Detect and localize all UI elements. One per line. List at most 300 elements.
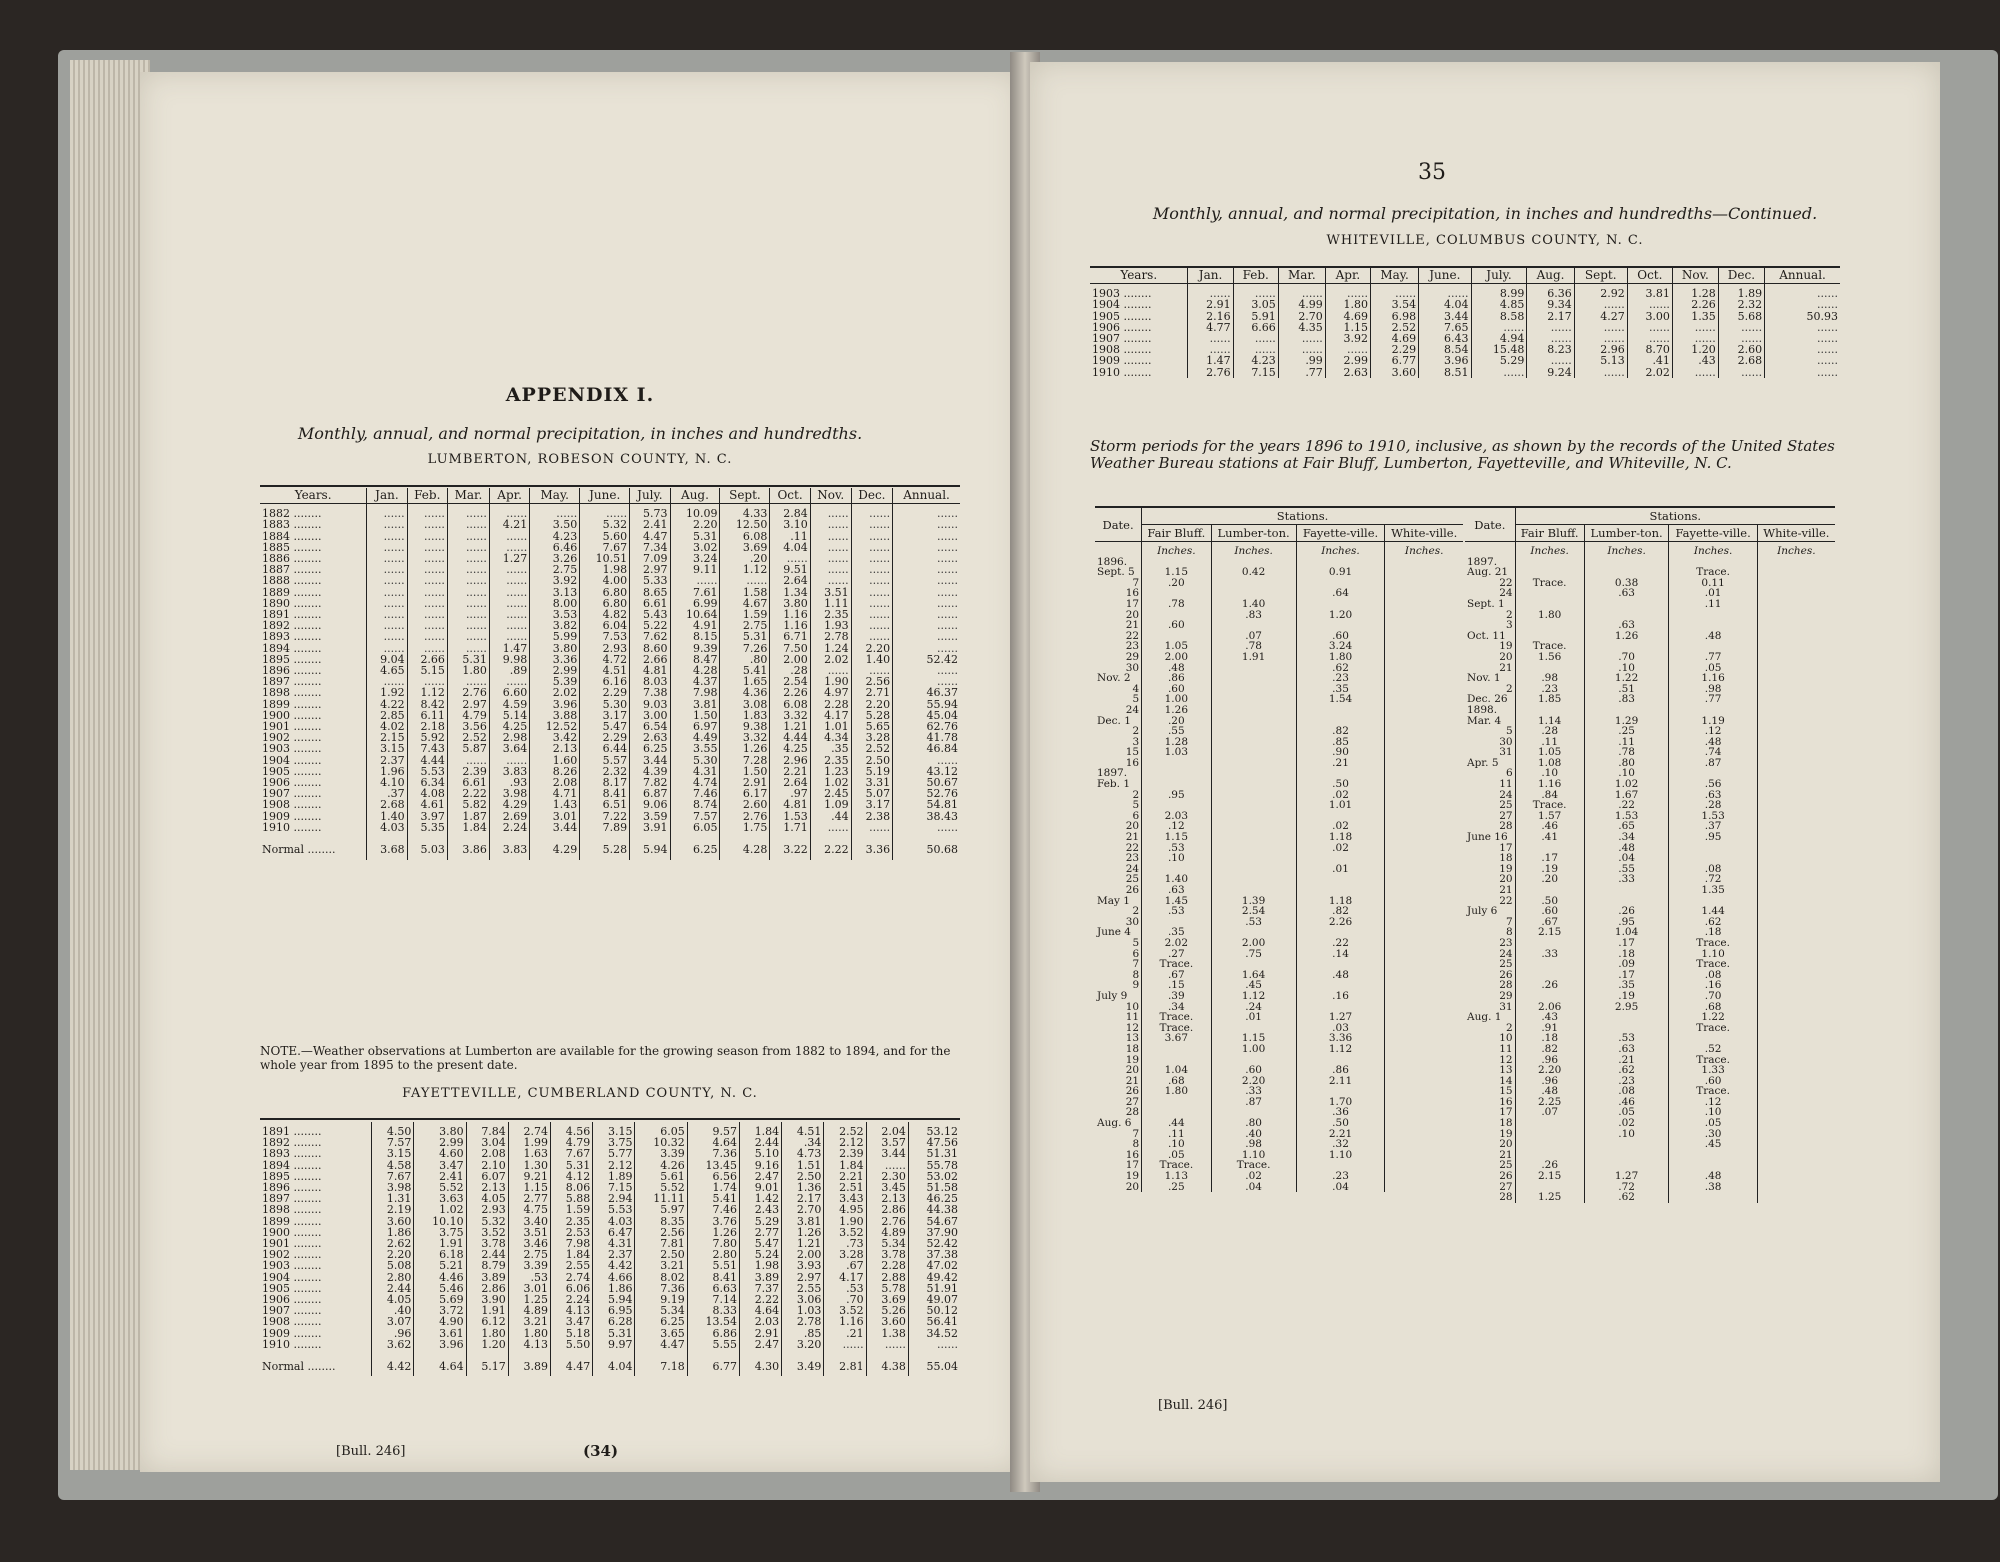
lumberton-value-cell: ......: [367, 643, 407, 654]
storm-left-value-cell: 1.27: [1296, 1012, 1385, 1023]
storm-right-value-cell: .46: [1584, 1097, 1669, 1108]
storm-left-date-cell: 25: [1125, 873, 1140, 886]
lumberton-header-cell: Nov.: [810, 488, 851, 504]
fayetteville-value-cell: 2.24: [551, 1294, 593, 1305]
fayetteville-value-cell: 4.31: [593, 1238, 635, 1249]
storm-right-date-cell: 21: [1499, 1148, 1513, 1161]
lumberton-value-cell: 1.12: [407, 687, 447, 698]
lumberton-value-cell: 3.44: [630, 755, 670, 766]
fayetteville-value-cell: 6.63: [687, 1283, 739, 1294]
storm-left-row: [1095, 599, 1463, 610]
lumberton-value-cell: ......: [447, 643, 489, 654]
lumberton-value-cell: 3.36: [530, 654, 580, 665]
storm-left-value-cell: .02: [1296, 821, 1385, 832]
storm-right-value-cell: .63: [1584, 588, 1669, 599]
storm-left-value-cell: .63: [1142, 885, 1211, 896]
storm-table-right: [1465, 508, 1835, 1203]
lumberton-value-cell: ......: [851, 542, 892, 553]
fayetteville-value-cell: 47.56: [908, 1137, 960, 1148]
storm-left-value-cell: 1.15: [1142, 567, 1211, 578]
storm-left-value-cell: [1211, 737, 1296, 748]
storm-right-value-cell: [1757, 588, 1835, 599]
lumberton-normal-cell: 5.94: [630, 844, 670, 859]
storm-left-row: [1095, 1033, 1463, 1044]
storm-right-value-cell: .38: [1669, 1182, 1757, 1193]
storm-right-value-cell: .72: [1669, 874, 1757, 885]
storm-right-value-cell: .63: [1584, 1044, 1669, 1055]
fayetteville-value-cell: 5.32: [466, 1216, 508, 1227]
fayetteville-value-cell: 2.43: [739, 1204, 781, 1215]
storm-left-date-cell: 3: [1132, 735, 1140, 748]
lumberton-year-cell: 1884 ........: [262, 529, 322, 543]
lumberton-value-cell: 3.02: [670, 542, 720, 553]
lumberton-value-cell: ......: [580, 504, 630, 520]
storm-right-value-cell: [1757, 599, 1835, 610]
fayetteville-value-cell: .85: [782, 1328, 824, 1339]
lumberton-value-cell: ......: [810, 564, 851, 575]
lumberton-value-cell: 1.43: [530, 799, 580, 810]
lumberton-value-cell: ......: [810, 504, 851, 520]
storm-left-value-cell: .90: [1296, 747, 1385, 758]
storm-right-row: [1465, 1055, 1835, 1066]
appendix-title: APPENDIX I.: [505, 384, 655, 406]
storm-right-value-cell: .05: [1669, 663, 1757, 674]
storm-left-value-cell: 1.26: [1142, 705, 1211, 716]
lumberton-value-cell: 6.08: [720, 531, 770, 542]
lumberton-value-cell: ......: [810, 822, 851, 833]
lumberton-value-cell: ......: [407, 631, 447, 642]
storm-right-row: [1465, 938, 1835, 949]
lumberton-value-cell: 5.22: [630, 620, 670, 631]
storm-left-row: [1095, 917, 1463, 928]
whiteville-year-cell: 1910 ........: [1092, 365, 1152, 379]
left-page-number: (34): [583, 1442, 619, 1460]
storm-left-row: [1095, 1097, 1463, 1108]
lumberton-normal-cell: Normal ........: [262, 843, 336, 857]
storm-right-row: [1465, 906, 1835, 917]
lumberton-value-cell: ......: [893, 822, 960, 833]
lumberton-value-cell: 1.16: [770, 609, 810, 620]
storm-left-station-header: Fair Bluff.: [1142, 525, 1211, 542]
fayetteville-value-cell: 2.55: [782, 1283, 824, 1294]
lumberton-value-cell: ......: [447, 504, 489, 520]
whiteville-value-cell: 1.47: [1188, 355, 1233, 366]
fayetteville-normal-cell: 4.04: [593, 1361, 635, 1376]
storm-right-value-cell: 2.95: [1584, 1002, 1669, 1013]
left-caption: Monthly, annual, and normal precipitation, in inches and hundredths.: [297, 424, 863, 443]
lumberton-value-cell: 2.64: [770, 777, 810, 788]
storm-left-value-cell: 1.28: [1142, 737, 1211, 748]
storm-right-date-cell: 16: [1499, 1095, 1513, 1108]
storm-right-value-cell: .50: [1515, 896, 1584, 907]
lumberton-value-cell: ......: [893, 587, 960, 598]
whiteville-value-cell: 3.92: [1325, 333, 1370, 344]
whiteville-value-cell: 3.44: [1419, 311, 1471, 322]
lumberton-header-cell: Years.: [260, 488, 367, 504]
storm-right-value-cell: .23: [1584, 1076, 1669, 1087]
lumberton-header-cell: June.: [580, 488, 630, 504]
lumberton-value-cell: 10.64: [670, 609, 720, 620]
lumberton-value-cell: 54.81: [893, 799, 960, 810]
storm-right-station-header: Lumber-ton.: [1584, 525, 1669, 542]
lumberton-value-cell: 2.13: [530, 743, 580, 754]
fayetteville-value-cell: 2.91: [739, 1328, 781, 1339]
storm-left-value-cell: 1.18: [1296, 832, 1385, 843]
lumberton-value-cell: 3.13: [530, 587, 580, 598]
fayetteville-value-cell: 3.40: [508, 1216, 550, 1227]
storm-left-date-cell: 6: [1132, 809, 1140, 822]
storm-left-value-cell: [1385, 906, 1463, 917]
storm-right-row: [1465, 1033, 1835, 1044]
lumberton-year-cell: 1883 ........: [262, 518, 322, 532]
storm-right-value-cell: .17: [1584, 938, 1669, 949]
storm-left-value-cell: .23: [1296, 673, 1385, 684]
storm-right-row: [1465, 737, 1835, 748]
fayetteville-value-cell: 1.84: [551, 1249, 593, 1260]
storm-left-date-cell: 26: [1125, 1085, 1140, 1098]
lumberton-value-cell: ......: [851, 575, 892, 586]
fayetteville-value-cell: 5.61: [635, 1171, 687, 1182]
lumberton-value-cell: 2.63: [630, 732, 670, 743]
storm-left-date-cell: Feb. 1: [1097, 778, 1131, 791]
lumberton-year-cell: 1893 ........: [262, 630, 322, 644]
storm-left-value-cell: [1296, 885, 1385, 896]
storm-right-value-cell: [1669, 610, 1757, 621]
storm-left-date-cell: 20: [1125, 1180, 1140, 1193]
storm-right-value-cell: [1515, 991, 1584, 1002]
lumberton-value-cell: 2.64: [770, 575, 810, 586]
whiteville-value-cell: ......: [1188, 344, 1233, 355]
storm-left-date-cell: 2: [1132, 788, 1140, 801]
storm-right-value-cell: .48: [1515, 1086, 1584, 1097]
storm-right-value-cell: [1757, 853, 1835, 864]
storm-left-value-cell: [1211, 811, 1296, 822]
lumberton-value-cell: 4.17: [810, 710, 851, 721]
lumberton-value-cell: ......: [447, 575, 489, 586]
fayetteville-value-cell: 1.25: [508, 1294, 550, 1305]
storm-left-value-cell: .10: [1142, 853, 1211, 864]
lumberton-value-cell: ......: [893, 643, 960, 654]
whiteville-value-cell: 2.92: [1574, 284, 1627, 300]
fayetteville-value-cell: 6.86: [687, 1328, 739, 1339]
lumberton-value-cell: 3.91: [630, 822, 670, 833]
lumberton-normal-cell: 4.28: [720, 844, 770, 859]
storm-left-date-cell: 21: [1125, 1074, 1140, 1087]
whiteville-value-cell: ......: [1765, 299, 1840, 310]
fayetteville-value-cell: 8.41: [687, 1272, 739, 1283]
lumberton-value-cell: ......: [851, 822, 892, 833]
storm-right-value-cell: .26: [1584, 906, 1669, 917]
lumberton-value-cell: 4.47: [630, 531, 670, 542]
storm-left-units-row: [1095, 542, 1463, 557]
storm-right-value-cell: .02: [1584, 1118, 1669, 1129]
storm-left-value-cell: .75: [1211, 949, 1296, 960]
fayetteville-normal-cell: 4.30: [739, 1361, 781, 1376]
fayetteville-value-cell: 9.19: [635, 1294, 687, 1305]
storm-left-value-cell: .50: [1296, 779, 1385, 790]
storm-right-value-cell: .63: [1584, 620, 1669, 631]
lumberton-value-cell: ......: [367, 631, 407, 642]
lumberton-value-cell: 7.43: [407, 743, 447, 754]
storm-left-value-cell: .62: [1296, 663, 1385, 674]
storm-left-date-cell: Dec. 1: [1097, 714, 1131, 727]
storm-right-value-cell: [1757, 1118, 1835, 1129]
storm-right-station-row: [1465, 525, 1835, 542]
storm-right-station-header: Fair Bluff.: [1515, 525, 1584, 542]
fayetteville-value-cell: 7.14: [687, 1294, 739, 1305]
lumberton-value-cell: 5.92: [407, 732, 447, 743]
fayetteville-value-cell: 6.95: [593, 1305, 635, 1316]
storm-left-date-cell: 6: [1132, 947, 1140, 960]
lumberton-value-cell: 3.51: [810, 587, 851, 598]
lumberton-value-cell: 4.79: [447, 710, 489, 721]
whiteville-value-cell: ......: [1574, 333, 1627, 344]
whiteville-value-cell: .41: [1627, 355, 1672, 366]
whiteville-header-cell: Sept.: [1574, 268, 1627, 284]
fayetteville-value-cell: 44.38: [908, 1204, 960, 1215]
lumberton-year-cell: 1905 ........: [262, 764, 322, 778]
fayetteville-value-cell: ......: [908, 1339, 960, 1350]
whiteville-year-cell: 1908 ........: [1092, 343, 1152, 357]
fayetteville-value-cell: 7.37: [739, 1283, 781, 1294]
lumberton-value-cell: 3.24: [670, 553, 720, 564]
storm-right-value-cell: [1757, 980, 1835, 991]
fayetteville-value-cell: 4.17: [824, 1272, 866, 1283]
storm-left-value-cell: [1385, 652, 1463, 663]
lumberton-value-cell: 62.76: [893, 721, 960, 732]
lumberton-normal-cell: 6.25: [670, 844, 720, 859]
storm-left-value-cell: 1.10: [1296, 1150, 1385, 1161]
whiteville-value-cell: ......: [1627, 322, 1672, 333]
fayetteville-value-cell: .53: [508, 1272, 550, 1283]
storm-left-value-cell: .25: [1142, 1182, 1211, 1193]
lumberton-value-cell: 3.97: [407, 811, 447, 822]
fayetteville-normal-cell: 2.81: [824, 1361, 866, 1376]
whiteville-value-cell: 7.15: [1233, 367, 1278, 378]
storm-left-station-header: White-ville.: [1385, 525, 1463, 542]
storm-left-row: [1095, 610, 1463, 621]
lumberton-value-cell: 4.25: [770, 743, 810, 754]
storm-left-date-cell: 18: [1125, 1042, 1140, 1055]
storm-right-value-cell: .34: [1584, 832, 1669, 843]
storm-left-value-cell: [1385, 1044, 1463, 1055]
storm-right-row: [1465, 684, 1835, 695]
storm-right-value-cell: .12: [1669, 1097, 1757, 1108]
storm-right-date-cell: Aug. 21: [1467, 566, 1509, 579]
fayetteville-value-cell: 2.30: [866, 1171, 908, 1182]
lumberton-value-cell: 4.37: [670, 676, 720, 687]
storm-left-value-cell: [1385, 1033, 1463, 1044]
storm-right-value-cell: .87: [1669, 758, 1757, 769]
storm-right-value-cell: Trace.: [1669, 567, 1757, 578]
fayetteville-year-cell: 1908 ........: [262, 1315, 322, 1329]
storm-left-row: [1095, 896, 1463, 907]
storm-right-date-cell: Mar. 4: [1467, 714, 1502, 727]
fayetteville-value-cell: 2.10: [466, 1160, 508, 1171]
lumberton-value-cell: 9.98: [489, 654, 529, 665]
lumberton-value-cell: 5.39: [530, 676, 580, 687]
whiteville-value-cell: 2.17: [1527, 311, 1574, 322]
fayetteville-value-cell: 7.84: [466, 1122, 508, 1137]
storm-left-value-cell: 1.54: [1296, 694, 1385, 705]
storm-left-value-cell: .02: [1296, 843, 1385, 854]
lumberton-value-cell: 4.00: [580, 575, 630, 586]
lumberton-value-cell: ......: [893, 531, 960, 542]
storm-left-value-cell: [1385, 811, 1463, 822]
storm-left-value-cell: 2.00: [1142, 652, 1211, 663]
lumberton-value-cell: 2.75: [720, 620, 770, 631]
lumberton-value-cell: 4.67: [720, 598, 770, 609]
storm-left-date-cell: 12: [1125, 1021, 1140, 1034]
lumberton-value-cell: 7.38: [630, 687, 670, 698]
fayetteville-value-cell: 2.12: [824, 1137, 866, 1148]
lumberton-value-cell: 2.54: [770, 676, 810, 687]
lumberton-value-cell: ......: [407, 531, 447, 542]
storm-right-value-cell: .33: [1515, 949, 1584, 960]
lumberton-year-cell: 1903 ........: [262, 742, 322, 756]
whiteville-value-cell: ......: [1718, 367, 1764, 378]
fayetteville-value-cell: .67: [824, 1260, 866, 1271]
fayetteville-title: FAYETTEVILLE, CUMBERLAND COUNTY, N. C.: [402, 1086, 758, 1101]
lumberton-value-cell: 3.96: [530, 699, 580, 710]
storm-left-value-cell: [1211, 684, 1296, 695]
lumberton-value-cell: 3.82: [530, 620, 580, 631]
fayetteville-value-cell: 6.12: [466, 1316, 508, 1327]
storm-right-value-cell: .82: [1515, 1044, 1584, 1055]
lumberton-value-cell: 4.44: [407, 755, 447, 766]
storm-right-date-cell: 20: [1499, 650, 1513, 663]
lumberton-value-cell: .80: [720, 654, 770, 665]
whiteville-value-cell: 1.35: [1672, 311, 1718, 322]
lumberton-value-cell: ......: [851, 553, 892, 564]
lumberton-value-cell: 3.55: [670, 743, 720, 754]
storm-right-date-cell: 17: [1499, 1106, 1513, 1119]
lumberton-normal-cell: 3.86: [447, 844, 489, 859]
storm-left-value-cell: 2.54: [1211, 906, 1296, 917]
lumberton-value-cell: ......: [851, 519, 892, 530]
storm-left-date-cell: 30: [1125, 915, 1140, 928]
fayetteville-value-cell: 2.53: [551, 1227, 593, 1238]
storm-left-date-cell: 19: [1125, 1170, 1140, 1183]
storm-left-station-row: [1095, 525, 1463, 542]
lumberton-value-cell: 1.34: [770, 587, 810, 598]
storm-right-units-date: [1465, 542, 1515, 557]
storm-left-date-cell: 21: [1125, 619, 1140, 632]
storm-left-value-cell: [1296, 705, 1385, 716]
storm-right-value-cell: .68: [1669, 1002, 1757, 1013]
lumberton-value-cell: 2.22: [447, 788, 489, 799]
lumberton-value-cell: 8.15: [670, 631, 720, 642]
lumberton-value-cell: .97: [770, 788, 810, 799]
storm-right-date-cell: 12: [1499, 1053, 1513, 1066]
lumberton-normal-cell: 3.22: [770, 844, 810, 859]
storm-right-date-cell: 8: [1505, 926, 1513, 939]
lumberton-value-cell: ......: [810, 519, 851, 530]
whiteville-value-cell: 8.51: [1419, 367, 1471, 378]
fayetteville-value-cell: 5.51: [687, 1260, 739, 1271]
fayetteville-value-cell: 2.13: [866, 1193, 908, 1204]
lumberton-value-cell: 1.90: [810, 676, 851, 687]
lumberton-value-cell: ......: [893, 598, 960, 609]
storm-left-date-cell: 29: [1125, 650, 1140, 663]
storm-right-value-cell: [1757, 885, 1835, 896]
storm-left-row: [1095, 938, 1463, 949]
fayetteville-value-cell: 1.86: [593, 1283, 635, 1294]
storm-left-value-cell: [1385, 673, 1463, 684]
storm-left-row: [1095, 567, 1463, 578]
storm-right-value-cell: 1.29: [1584, 716, 1669, 727]
whiteville-value-cell: 1.28: [1672, 284, 1718, 300]
fayetteville-value-cell: 9.97: [593, 1339, 635, 1350]
fayetteville-value-cell: 5.18: [551, 1328, 593, 1339]
lumberton-value-cell: 4.33: [720, 504, 770, 520]
storm-left-value-cell: .12: [1142, 821, 1211, 832]
lumberton-value-cell: ......: [447, 587, 489, 598]
lumberton-value-cell: 1.11: [810, 598, 851, 609]
fayetteville-value-cell: 4.42: [593, 1260, 635, 1271]
lumberton-value-cell: 3.56: [447, 721, 489, 732]
lumberton-value-cell: 5.30: [580, 699, 630, 710]
storm-right-value-cell: .95: [1584, 917, 1669, 928]
lumberton-value-cell: 7.50: [770, 643, 810, 654]
lumberton-header-cell: Sept.: [720, 488, 770, 504]
fayetteville-value-cell: 13.45: [687, 1160, 739, 1171]
storm-right-row: [1465, 1171, 1835, 1182]
fayetteville-value-cell: 8.33: [687, 1305, 739, 1316]
lumberton-value-cell: 9.51: [770, 564, 810, 575]
lumberton-value-cell: 6.71: [770, 631, 810, 642]
storm-right-value-cell: 1.25: [1515, 1192, 1584, 1203]
fayetteville-value-cell: 53.02: [908, 1171, 960, 1182]
whiteville-value-cell: .99: [1278, 355, 1325, 366]
storm-left-value-cell: .23: [1296, 1171, 1385, 1182]
storm-left-value-cell: [1211, 821, 1296, 832]
storm-left-value-cell: 0.91: [1296, 567, 1385, 578]
lumberton-value-cell: 5.53: [407, 766, 447, 777]
fayetteville-value-cell: 55.78: [908, 1160, 960, 1171]
fayetteville-value-cell: 3.52: [824, 1227, 866, 1238]
lumberton-value-cell: 5.33: [630, 575, 670, 586]
storm-right-date-cell: 11: [1499, 1042, 1513, 1055]
lumberton-value-cell: 8.47: [670, 654, 720, 665]
storm-left-value-cell: [1385, 1160, 1463, 1171]
fayetteville-value-cell: 46.25: [908, 1193, 960, 1204]
storm-right-value-cell: .60: [1515, 906, 1584, 917]
whiteville-value-cell: 6.77: [1370, 355, 1418, 366]
fayetteville-row: [260, 1316, 960, 1327]
lumberton-value-cell: 1.93: [810, 620, 851, 631]
storm-right-value-cell: .18: [1584, 949, 1669, 960]
storm-right-stations-header: Stations.: [1515, 508, 1835, 525]
whiteville-header-cell: Aug.: [1527, 268, 1574, 284]
storm-left-row: [1095, 1150, 1463, 1161]
whiteville-value-cell: ......: [1765, 322, 1840, 333]
lumberton-value-cell: ......: [489, 564, 529, 575]
fayetteville-value-cell: 4.47: [635, 1339, 687, 1350]
lumberton-value-cell: ......: [367, 519, 407, 530]
lumberton-value-cell: 2.66: [630, 654, 670, 665]
whiteville-header-cell: May.: [1370, 268, 1418, 284]
whiteville-value-cell: 2.63: [1325, 367, 1370, 378]
whiteville-value-cell: ......: [1188, 333, 1233, 344]
lumberton-value-cell: 4.34: [810, 732, 851, 743]
storm-right-value-cell: 1.08: [1515, 758, 1584, 769]
lumberton-row: [260, 687, 960, 698]
storm-right-value-cell: .53: [1584, 1033, 1669, 1044]
lumberton-value-cell: ......: [530, 504, 580, 520]
lumberton-value-cell: ......: [489, 598, 529, 609]
storm-right-value-cell: Trace.: [1669, 1086, 1757, 1097]
